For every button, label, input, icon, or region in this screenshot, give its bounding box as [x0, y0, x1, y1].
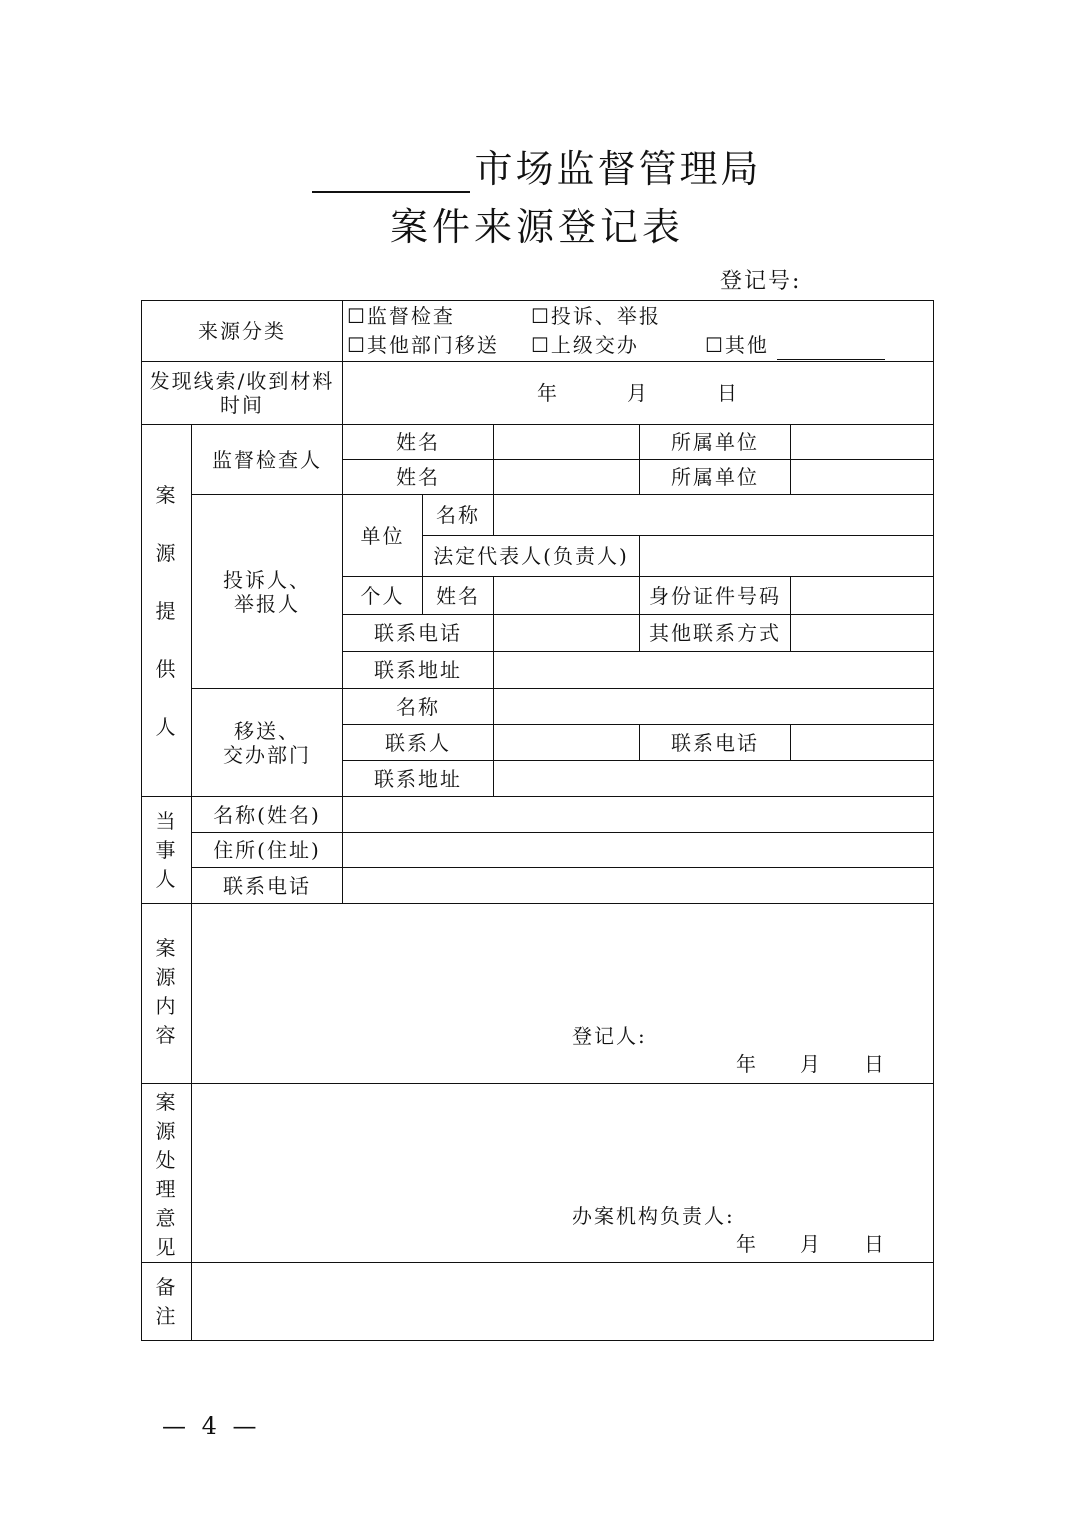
- reg-no-label: 登记号:: [720, 269, 802, 294]
- name-label: 姓名: [343, 425, 494, 460]
- month: 月: [800, 1232, 822, 1256]
- unit-label: 所属单位: [640, 460, 791, 495]
- legal-rep-field[interactable]: [640, 536, 934, 577]
- c: 源: [155, 540, 178, 565]
- opinion-label: [142, 1084, 192, 1263]
- c: 人: [155, 714, 178, 739]
- inspector-label: 监督检查人: [192, 425, 343, 495]
- transfer-dept-label: [192, 689, 343, 797]
- c: 当: [155, 808, 178, 833]
- title-text: 市场监督管理局: [474, 147, 762, 191]
- person-label: 个人: [343, 577, 423, 615]
- legal-rep-label: 法定代表人(负责人): [423, 536, 640, 577]
- time-label: [142, 362, 343, 425]
- c: 意: [155, 1206, 178, 1230]
- c: 见: [155, 1235, 178, 1259]
- c: 事: [155, 837, 178, 862]
- person-name-label: 姓名: [423, 577, 494, 615]
- dept-phone-field[interactable]: [791, 725, 934, 761]
- inspector-name-2[interactable]: [494, 460, 640, 495]
- c: 处: [155, 1148, 178, 1172]
- party-name-field[interactable]: [343, 797, 934, 833]
- c: 案: [155, 1090, 178, 1114]
- c: 注: [155, 1303, 178, 1328]
- party-phone-field[interactable]: [343, 868, 934, 904]
- option-inspection[interactable]: ☐监督检查: [347, 304, 455, 328]
- org-label: 单位: [343, 495, 423, 577]
- other-contact-field[interactable]: [791, 615, 934, 652]
- inspector-unit-2[interactable]: [791, 460, 934, 495]
- dept-phone-label: 联系电话: [640, 725, 791, 761]
- registration-form: [141, 300, 934, 1341]
- c: 理: [155, 1177, 178, 1201]
- l1: 投诉人、: [223, 567, 311, 592]
- id-no-field[interactable]: [791, 577, 934, 615]
- phone-label: 联系电话: [343, 615, 494, 652]
- time-label-1: 发现线索/收到材料: [149, 369, 335, 393]
- party-name-label: 名称(姓名): [192, 797, 343, 833]
- contact-field[interactable]: [494, 725, 640, 761]
- l2: 交办部门: [223, 742, 311, 767]
- source-label: 来源分类: [142, 301, 343, 362]
- c: 内: [155, 994, 178, 1018]
- year: 年: [537, 381, 560, 405]
- source-options: [343, 301, 934, 362]
- phone-field[interactable]: [494, 615, 640, 652]
- month: 月: [800, 1052, 822, 1076]
- title-blank: [312, 151, 470, 193]
- c: 备: [155, 1274, 178, 1299]
- remark-label: [142, 1263, 192, 1341]
- c: 人: [155, 866, 178, 891]
- c: 容: [155, 1023, 178, 1047]
- c: 案: [155, 936, 178, 960]
- org-name-label: 名称: [423, 495, 494, 536]
- party-phone-label: 联系电话: [192, 868, 343, 904]
- document-subtitle: 案件来源登记表: [389, 205, 684, 249]
- content-field[interactable]: [192, 904, 934, 1084]
- address-label: 联系地址: [343, 652, 494, 689]
- content-label: [142, 904, 192, 1084]
- contact-label: 联系人: [343, 725, 494, 761]
- c: 源: [155, 965, 178, 989]
- opinion-date: [736, 1232, 928, 1256]
- party-label: [142, 797, 192, 904]
- time-label-2: 时间: [220, 393, 264, 417]
- unit-label: 所属单位: [640, 425, 791, 460]
- content-date: [736, 1052, 928, 1076]
- time-value[interactable]: [343, 362, 934, 425]
- inspector-unit-1[interactable]: [791, 425, 934, 460]
- day: 日: [864, 1232, 886, 1256]
- c: 源: [155, 1119, 178, 1143]
- option-other[interactable]: ☐其他: [705, 333, 769, 357]
- provider-label: [142, 425, 192, 797]
- c: 案: [155, 482, 178, 507]
- party-residence-label: 住所(住址): [192, 833, 343, 868]
- day: 日: [717, 381, 740, 405]
- other-contact-label: 其他联系方式: [640, 615, 791, 652]
- c: 供: [155, 656, 178, 681]
- registrar-label: 登记人:: [572, 1024, 647, 1048]
- c: 提: [155, 598, 178, 623]
- option-transfer[interactable]: ☐其他部门移送: [347, 333, 499, 357]
- complainant-label: [192, 495, 343, 689]
- person-name-field[interactable]: [494, 577, 640, 615]
- handler-label: 办案机构负责人:: [572, 1204, 735, 1228]
- address-field[interactable]: [494, 652, 934, 689]
- other-blank[interactable]: [777, 339, 885, 360]
- document-title: [0, 138, 1074, 193]
- party-residence-field[interactable]: [343, 833, 934, 868]
- month: 月: [627, 381, 650, 405]
- dept-name-label: 名称: [343, 689, 494, 725]
- option-superior[interactable]: ☐上级交办: [531, 333, 639, 357]
- option-complaint[interactable]: ☐投诉、举报: [531, 304, 661, 328]
- name-label: 姓名: [343, 460, 494, 495]
- day: 日: [864, 1052, 886, 1076]
- year: 年: [736, 1052, 758, 1076]
- page-number: — 4 —: [162, 1412, 261, 1440]
- year: 年: [736, 1232, 758, 1256]
- dept-name-field[interactable]: [494, 689, 934, 725]
- org-name-field[interactable]: [494, 495, 934, 536]
- dept-address-field[interactable]: [494, 761, 934, 797]
- l2: 举报人: [234, 591, 300, 616]
- inspector-name-1[interactable]: [494, 425, 640, 460]
- opinion-field[interactable]: [192, 1084, 934, 1263]
- l1: 移送、: [234, 718, 300, 743]
- remark-field[interactable]: [192, 1263, 934, 1341]
- dept-address-label: 联系地址: [343, 761, 494, 797]
- id-no-label: 身份证件号码: [640, 577, 791, 615]
